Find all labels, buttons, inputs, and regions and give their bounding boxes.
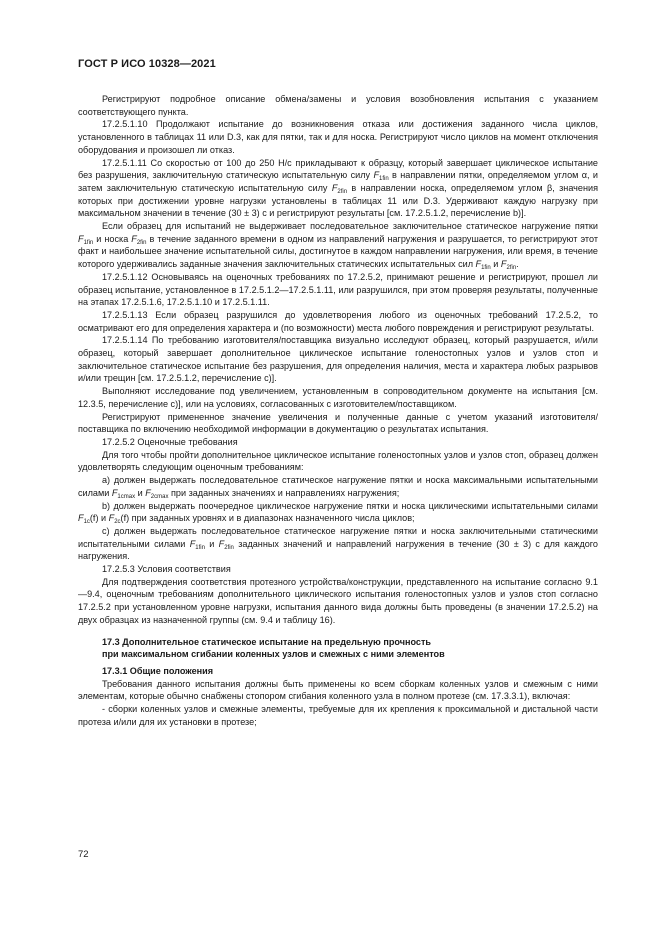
subsection-heading: 17.3.1 Общие положения: [102, 665, 214, 676]
paragraph: Если образец для испытаний не выдерживает последовательное заключительное статическое нагружение пятки $F_{1fin}$ и носка $F_{2fin}$ в течение заданного времени в одном из направлений нагружения и разрушается, то регистрируют этот факт и наибольшее значение испытательной силы, достигнутое в каждом направлении нагружения, или время, в течение которого удерживались заданные значения заключительных статических испытательных сил $F_{1fin}$ и $F_{2fin}$.: [78, 221, 598, 272]
section-heading: 17.3 Дополнительное статическое испытание на предельную прочность при максимальном сгибании коленных узлов и смежных с ними элементов: [102, 636, 445, 660]
list-item: - сборки коленных узлов и смежные элементы, требуемые для их крепления к проксимальной и дистальной части протеза и/или для их установки в протезе;: [78, 704, 598, 727]
list-item: а) должен выдержать последовательное статическое нагружение пятки и носка максимальными испытательными силами $F_{1cmax}$ и $F_{2cmax}$ при заданных значениях и направлениях нагружения;: [78, 475, 598, 500]
subsection-title: 17.2.5.2 Оценочные требования: [102, 436, 238, 447]
document-header: ГОСТ Р ИСО 10328—2021: [78, 58, 216, 70]
paragraph: Для того чтобы пройти дополнительное циклическое испытание голеностопных узлов и узлов стоп, образец должен удовлетворять следующим оценочным требованиям:: [78, 449, 598, 473]
page-number: 72: [78, 849, 89, 860]
paragraph: Требования данного испытания должны быть применены ко всем сборкам коленных узлов и смежным с ними элементам, которые обычно снабжены стопором сгибания коленного узла в полном протезе (см. 17.3.3.1), включая:: [78, 678, 598, 702]
paragraph: Регистрируют примененное значение увеличения и полученные данные с учетом указаний изготовителя/поставщика по включению необходимой информации в документацию о результатах испытания.: [78, 411, 598, 435]
subsection-title: 17.2.5.3 Условия соответствия: [102, 564, 231, 575]
section-gap: [78, 627, 598, 636]
paragraph: 17.2.5.1.11 Со скоростью от 100 до 250 Н/с прикладывают к образцу, который завершает циклическое испытание без разрушения, заключительную статическую испытательную силу $F_{1fin}$ в направлении пятки, определяемом углом α, и затем заключительную статическую испытательную силу $F_{2fin}$ в направлении носка, определяемом углом β, значения которых при достижении уровне нагрузки установлены в таблицах 11 или D.3. Удерживают каждую нагрузку при максимальном значении в течение (30 ± 3) с и регистрируют результаты [см. 17.2.5.1.2, перечисление b)].: [78, 157, 598, 219]
paragraph: 17.2.5.1.12 Основываясь на оценочных требованиях по 17.2.5.2, принимают решение и регистрируют, прошел ли образец испытание, установленное в 17.2.5.1.2—17.2.5.1.11, или разрушился, при этом проверяя результаты, полученные на этапах 17.2.5.1.6, 17.2.5.1.10 и 17.2.5.1.11.: [78, 271, 598, 308]
list-item: с) должен выдержать последовательное статическое нагружение пятки и носка заключительными статическими испытательными силами $F_{1fin}$ и $F_{2fin}$ заданных значений и направлений нагружения в течение (30 ± 3) с для каждого нагружения.: [78, 525, 598, 562]
paragraph: Выполняют исследование под увеличением, установленным в сопроводительном документе на испытания [см. 12.3.5, перечисление с)], или на условиях, согласованных с изготовителем/поставщиком.: [78, 386, 598, 409]
paragraph: 17.2.5.1.10 Продолжают испытание до возникновения отказа или достижения заданного числа циклов, установленного в таблицах 11 или D.3, как для пятки, так и для носка. Регистрируют число циклов на момент отключения оборудования и произошел ли отказ.: [78, 119, 598, 155]
list-item: b) должен выдержать поочередное циклическое нагружение пятки и носка циклическими испытательными силами $F_{1c}(f)$ и $F_{2c}(f)$ при заданных уровнях и в диапазонах назначенного числа циклов;: [78, 500, 598, 526]
paragraph: Регистрируют подробное описание обмена/замены и условия возобновления испытания с указанием соответствующего пункта.: [78, 94, 598, 117]
document-body: [78, 93, 598, 728]
paragraph: 17.2.5.1.14 По требованию изготовителя/поставщика визуально исследуют образец, который разрушается, и/или образец, который завершает дополнительное циклическое испытание голеностопных узлов и узлов стоп и заключительное статическое испытание без разрушения, для определения наличия, места и характера любых разрывов и/или трещин [см. 17.2.5.1.2, перечисление с)].: [78, 335, 598, 384]
paragraph: 17.2.5.1.13 Если образец разрушился до удовлетворения любого из оценочных требований 17.2.5.2, то осматривают его для определения характера и (по возможности) места любого повреждения и регистрируют результаты.: [78, 309, 598, 333]
paragraph: Для подтверждения соответствия протезного устройства/конструкции, представленного на испытание согласно 9.1—9.4, оценочным требованиям дополнительного циклического испытания голеностопных узлов и узлов стоп согласно 17.2.5.2 при установленном уровне нагрузки, испытания данного вида должны быть проведены (в значении 17.2.5.2) на двух образцах из назначенной группы (см. 9.4 и таблицу 16).: [78, 576, 598, 625]
